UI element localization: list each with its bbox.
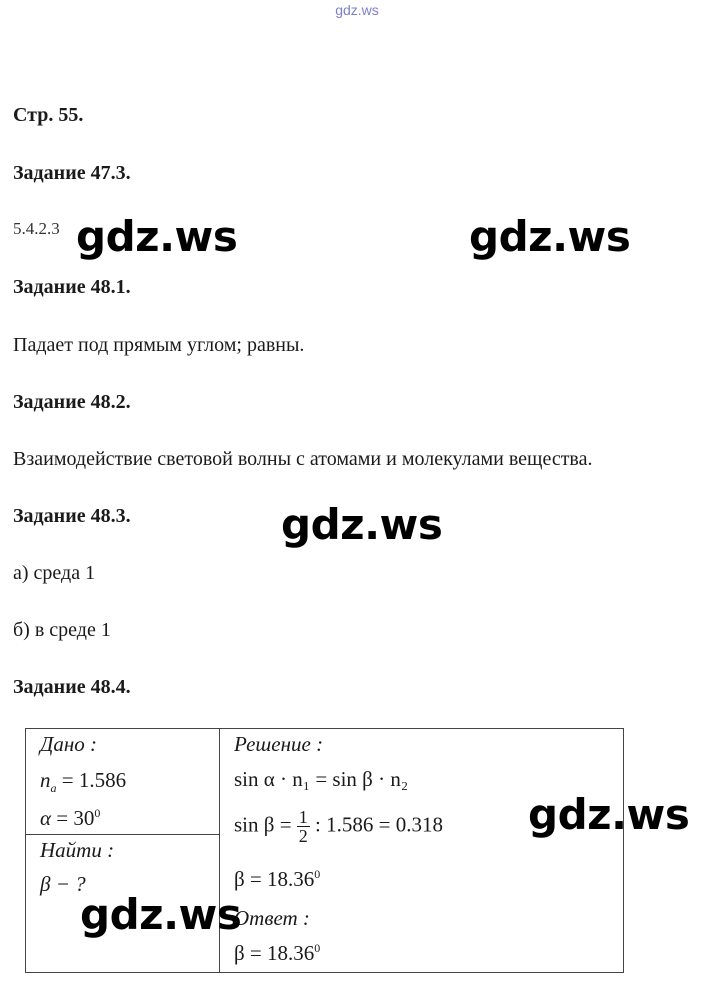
task-heading-48-1: Задание 48.1. (13, 276, 131, 298)
watermark-1: gdz.ws (76, 212, 238, 261)
given-n-a: $n_a = 1.586$ (40, 768, 127, 796)
task-heading-48-2: Задание 48.2. (13, 391, 131, 413)
solution-cell (220, 729, 624, 973)
page-label: Стр. 55. (13, 104, 84, 126)
site-link[interactable]: gdz.ws (335, 2, 379, 18)
watermark-4: gdz.ws (528, 790, 690, 839)
watermark-3: gdz.ws (281, 500, 443, 549)
task-answer-47-3: 5.4.2.3 (13, 219, 60, 238)
task-answer-48-2: Взаимодействие световой волны с атомами и молекулами вещества. (13, 448, 593, 470)
watermark-5: gdz.ws (80, 890, 242, 939)
given-label: Дано : (40, 732, 98, 756)
find-label: Найти : (40, 838, 115, 862)
result-1: $\beta = 18.36^0$ (234, 867, 321, 891)
fraction: $\frac{1}{2}$ (298, 807, 308, 846)
given-alpha: $\alpha = 30^0$ (40, 806, 101, 830)
solution-label: Решение : (234, 732, 324, 756)
find-value: β − ? (40, 872, 86, 896)
task-answer-48-3-a: а) среда 1 (13, 562, 96, 584)
answer-value: $\beta = 18.36^0$ (234, 941, 321, 965)
answer-label: Ответ : (234, 906, 310, 930)
task-answer-48-1: Падает под прямым углом; равны. (13, 334, 305, 356)
task-heading-47-3: Задание 47.3. (13, 162, 131, 184)
task-heading-48-3: Задание 48.3. (13, 505, 131, 527)
formula-1: sin α · n₁ = sin β · n₂ (234, 767, 409, 791)
watermark-2: gdz.ws (469, 212, 631, 261)
task-heading-48-4: Задание 48.4. (13, 676, 131, 698)
task-answer-48-3-b: б) в среде 1 (13, 619, 111, 641)
formula-2: sin β = $\frac{1}{2}$ : 1.586 = 0.318 (234, 807, 443, 846)
